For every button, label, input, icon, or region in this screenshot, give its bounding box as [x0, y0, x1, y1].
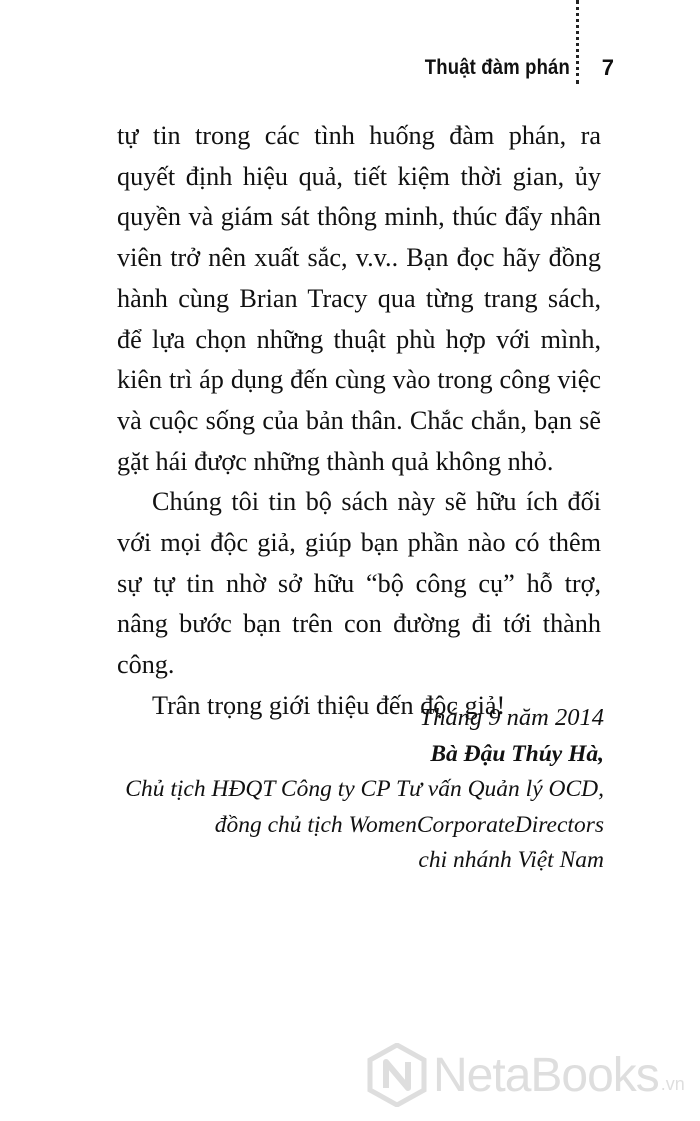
signature-title-line: chi nhánh Việt Nam: [418, 847, 604, 873]
watermark-suffix: .vn: [660, 1073, 685, 1094]
paragraph-continued: tự tin trong các tình huống đàm phán, ra quyết định hiệu quả, tiết kiệm thời gian, ủy quyền và giám sát thông minh, thúc đẩy nhân viên trở nên xuất sắc, v.v.. Bạn đọc hãy đồng hành cùng Brian Tracy qua từng trang sách, để lựa chọn những thuật phù hợp với mình, kiên trì áp dụng đến cùng vào trong công việc và cuộc sống của bản thân. Chắc chắn, bạn sẽ gặt hái được những thành quả không nhỏ.: [117, 121, 601, 476]
signature-date: Tháng 9 năm 2014: [419, 704, 604, 731]
signature-title-line: đồng chủ tịch WomenCorporateDirectors: [214, 811, 604, 838]
signature-block: [125, 700, 604, 879]
netabooks-logo-icon: [367, 1043, 427, 1107]
page-number: 7: [601, 55, 614, 80]
signature-title-line: Chủ tịch HĐQT Công ty CP Tư vấn Quản lý OCD,: [125, 776, 604, 802]
running-header-title: Thuật đàm phán: [424, 56, 570, 79]
watermark: [367, 1040, 685, 1110]
body-text: [117, 116, 601, 727]
watermark-text: NetaBooks: [433, 1048, 659, 1102]
signature-name: Bà Đậu Thúy Hà,: [430, 740, 604, 767]
paragraph-closing: Trân trọng giới thiệu đến độc giả!: [152, 690, 506, 720]
running-header: [405, 52, 614, 84]
paragraph-book-benefit: Chúng tôi tin bộ sách này sẽ hữu ích đối với mọi độc giả, giúp bạn phần nào có thêm sự tự tin nhờ sở hữu “bộ công cụ” hỗ trợ, nâng bước bạn trên con đường đi tới thành công.: [117, 487, 601, 680]
